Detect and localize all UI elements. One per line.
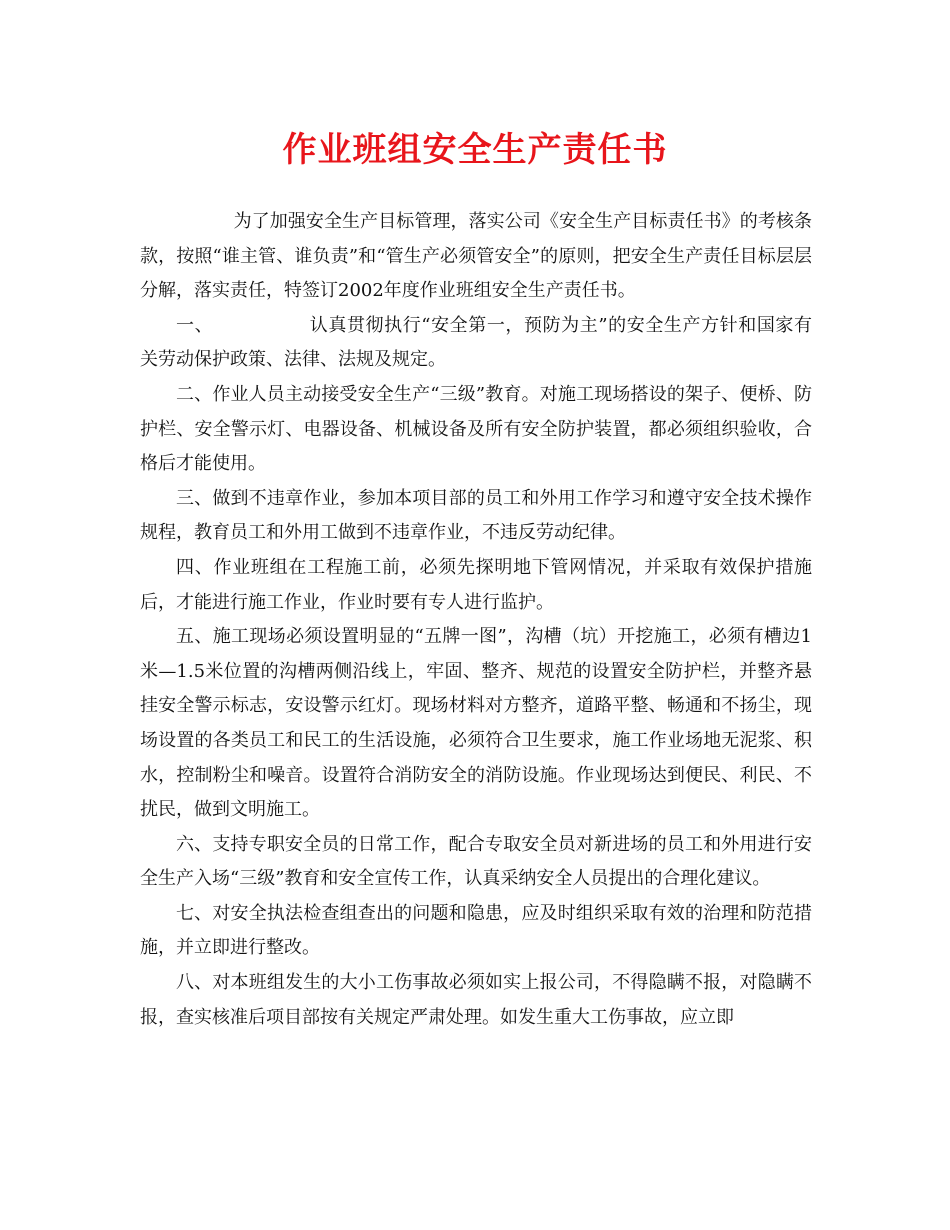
clause-2: 二、作业人员主动接受安全生产“三级”教育。对施工现场搭设的架子、便桥、防护栏、安全警示灯、电器设备、机械设备及所有安全防护装置，都必须组织验收，合格后才能使用。 [140, 383, 812, 475]
clause-5: 五、施工现场必须设置明显的“五牌一图”，沟槽（坑）开挖施工，必须有槽边1米—1.5米位置的沟槽两侧沿线上，牢固、整齐、规范的设置安全防护栏，并整齐悬挂安全警示标志，安设警示红灯。现场材料对方整齐，道路平整、畅通和不扬尘，现场设置的各类员工和民工的生活设施，必须符合卫生要求，施工作业场地无泥浆、积水，控制粉尘和噪音。设置符合消防安全的消防设施。作业现场达到便民、利民、不扰民，做到文明施工。 [140, 626, 812, 821]
clause-8: 八、对本班组发生的大小工伤事故必须如实上报公司，不得隐瞒不报，对隐瞒不报，查实核准后项目部按有关规定严肃处理。如发生重大工伤事故，应立即 [140, 972, 812, 1028]
clause-1-number: 一、 [176, 314, 214, 336]
clause-1 [140, 309, 812, 378]
clause-3: 三、做到不违章作业，参加本项目部的员工和外用工作学习和遵守安全技术操作规程，教育员工和外用工做到不违章作业，不违反劳动纪律。 [140, 487, 812, 544]
document-body [140, 205, 812, 1035]
clause-6: 六、支持专职安全员的日常工作，配合专取安全员对新进场的员工和外用进行安全生产入场“三级”教育和安全宣传工作，认真采纳安全人员提出的合理化建议。 [140, 833, 812, 890]
clause-4: 四、作业班组在工程施工前，必须先探明地下管网情况，并采取有效保护措施后，才能进行施工作业，作业时要有专人进行监护。 [140, 556, 812, 613]
clause-7: 七、对安全执法检查组查出的问题和隐患，应及时组织采取有效的治理和防范措施，并立即进行整改。 [140, 902, 812, 959]
document-title: 作业班组安全生产责任书 [282, 130, 668, 170]
intro-paragraph: 为了加强安全生产目标管理，落实公司《安全生产目标责任书》的考核条款，按照“谁主管、谁负责”和“管生产必须管安全”的原则，把安全生产责任目标层层分解，落实责任，特签订2002年度作业班组安全生产责任书。 [140, 211, 812, 302]
clause-1-text: 认真贯彻执行“安全第一，预防为主”的安全生产方针和国家有关劳动保护政策、法律、法规及规定。 [140, 314, 813, 371]
